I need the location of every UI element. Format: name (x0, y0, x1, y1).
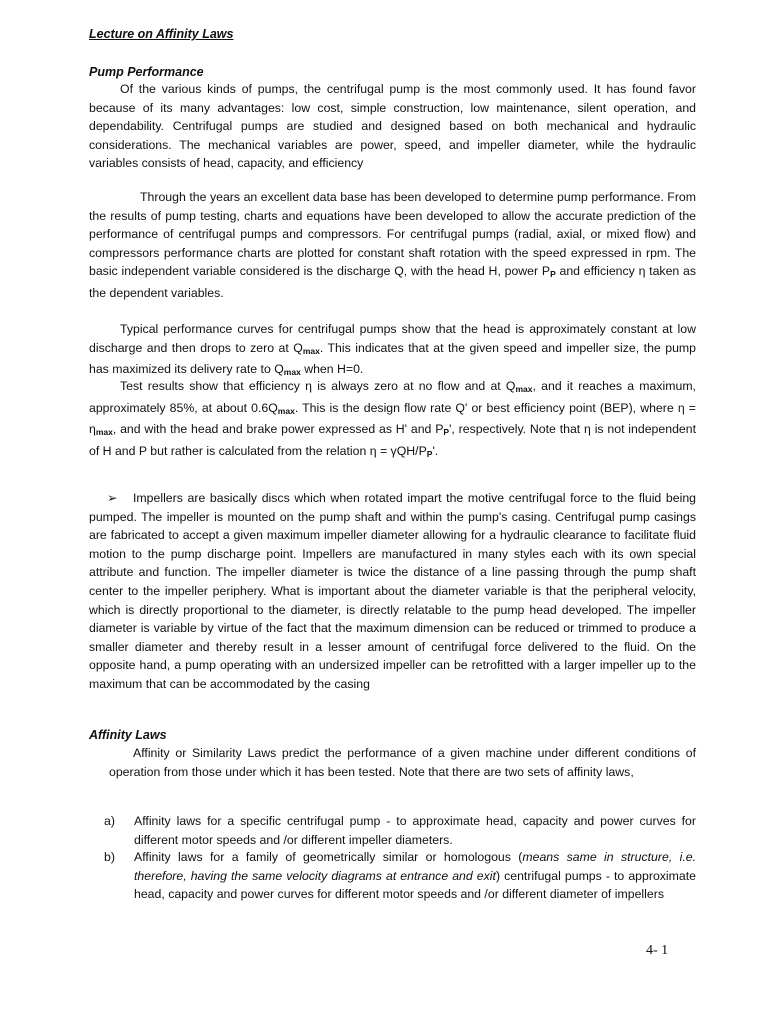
paragraph-pump-intro: Of the various kinds of pumps, the centrifugal pump is the most commonly used. It has found favor because of its many advantages: low cost, simple construction, low maintenance, silent operation, and dependability. Centrifugal pumps are studied and designed based on both mechanical and hydraulic considerations. The mechanical variables are power, speed, and impeller diameter, while the hydraulic variables consists of head, capacity, and efficiency (89, 82, 696, 171)
paragraph-affinity-intro: Affinity or Similarity Laws predict the performance of a given machine under different conditions of operation from those under which it has been tested. Note that there are two sets of affinity laws, (109, 746, 696, 779)
paragraph-performance-curves: Typical performance curves for centrifugal pumps show that the head is approximately constant at low discharge and then drops to zero at $Q_{max}$. This indicates that at the given speed and impeller size, the pump has maximized its delivery rate to $Q_{max}$ when H=0. (89, 322, 696, 378)
bullet-impellers: ➢ Impellers are basically discs which when rotated impart the motive centrifugal force to the fluid being pumped. The impeller is mounted on the pump shaft and within the pump's casing. Centrifugal pump casings are fabricated to accept a given maximum impeller diameter allowing for a hydraulic clearance to facilitate fluid motion to the pump discharge point. Impellers are manufactured in many styles each with its own special attribute and function. The impeller diameter is twice the distance of a line passing through the pump shaft center to the impeller periphery. What is important about the diameter variable is that the peripheral velocity, which is directly proportional to the diameter, is directly relatable to the pump head developed. The impeller diameter is variable by virtue of the fact that the maximum dimension can be reduced or trimmed to produce a smaller diameter and thereby result in a lesser amount of centrifugal force delivered to the fluid. On the opposite hand, a pump operating with an undersized impeller can be retrofitted with a larger impeller up to the maximum that can be accommodated by the casing (89, 491, 696, 691)
document-title: Lecture on Affinity Laws (89, 27, 234, 41)
heading-affinity-laws: Affinity Laws (89, 728, 167, 742)
paragraph-data-base: Through the years an excellent data base has been developed to determine pump performance. From the results of pump testing, charts and equations have been developed to allow the accurate prediction of the performance of centrifugal pumps and compressors. For centrifugal pumps (radial, axial, or mixed flow) and compressors performance charts are plotted for constant shaft rotation with the speed expressed in rpm. The basic independent variable considered is the discharge Q, with the head H, power $P_P$ and efficiency η taken as the dependent variables. (89, 190, 697, 300)
arrow-bullet-icon: ➢ (107, 491, 118, 505)
page-number: 4- 1 (646, 943, 669, 958)
paragraph-efficiency: Test results show that efficiency η is always zero at no flow and at $Q_{max}$, and it reaches a maximum, approximately 85%, at about $0.6Q_{max}$. This is the design flow rate Q' or best efficiency point (BEP), where $\eta = \eta_{max}$, and with the head and brake power expressed as H' and $P_P'$, respectively. Note that η is not independent of H and P but rather is calculated from the relation η = γQH/$P_P'$. (89, 379, 697, 459)
heading-pump-performance: Pump Performance (89, 65, 204, 79)
list-marker: a) (104, 814, 115, 828)
list-item-a: a) Affinity laws for a specific centrifugal pump - to approximate head, capacity and power curves for different motor speeds and /or different impeller diameters. (104, 814, 696, 847)
list-item-b: b) Affinity laws for a family of geometrically similar or homologous (means same in structure, i.e. therefore, having the same velocity diagrams at entrance and exit) centrifugal pumps - to approximate head, capacity and power curves for different motor speeds and /or different diameter of impellers (104, 850, 697, 902)
list-marker: b) (104, 850, 115, 864)
